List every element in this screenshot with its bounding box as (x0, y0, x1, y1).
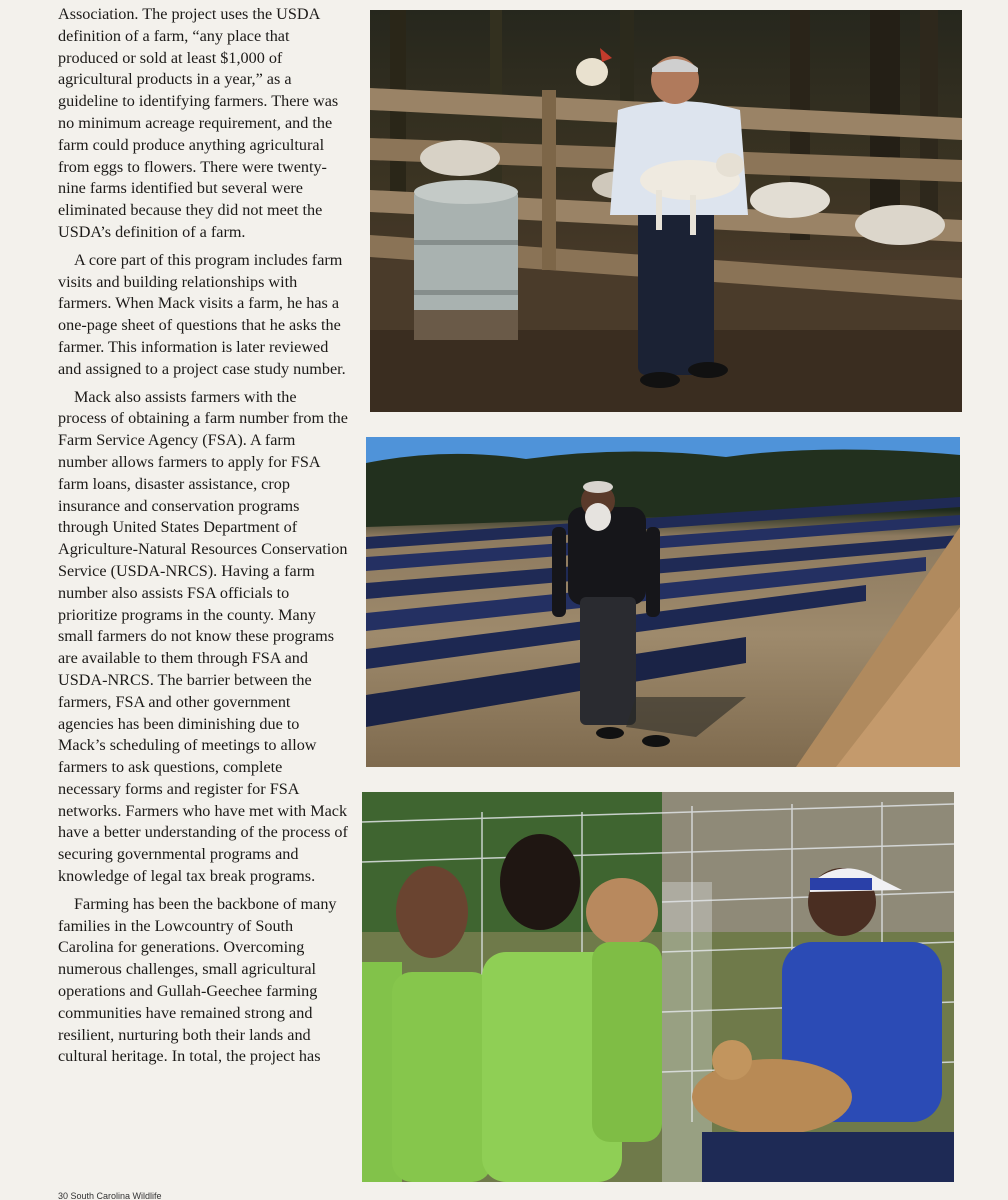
photo-man-holding-goat (370, 10, 962, 412)
article-paragraph-1: Association. The project uses the USDA definition of a farm, “any place that produced or sold at least $1,000 of agricultural products in a year,” as a guideline to identifying farmers. There was no minimum acreage requirement, and the farm could produce anything agricultural from eggs to flowers. There were twenty-nine farms identified but several were eliminated because they did not meet the USDA’s definition of a farm. (58, 5, 339, 241)
article-paragraph-3: Mack also assists farmers with the process of obtaining a farm number from the Farm Service Agency (FSA). A farm number allows farmers to apply for FSA farm loans, disaster assistance, crop insurance and conservation programs through United States Department of Agriculture-Natural Resources Conservation Service (USDA-NRCS). Having a farm number also assists FSA officials to prioritize programs in the county. Many small farmers do not know these programs are available to them through FSA and USDA-NRCS. The barrier between the farmers, FSA and other government agencies has been diminishing due to Mack’s scheduling of meetings to allow farmers to ask questions, complete necessary forms and register for FSA networks. Farmers who have met with Mack have a better understanding of the process of securing governmental programs and knowledge of legal tax break programs. (58, 387, 348, 886)
article-text-column (58, 4, 348, 1068)
page-footer: 30 South Carolina Wildlife (58, 1192, 162, 1200)
photo-farmer-in-field (366, 437, 960, 767)
photo-children-with-goat (362, 792, 954, 1182)
article-paragraph-4: Farming has been the backbone of many families in the Lowcountry of South Carolina for generations. Overcoming numerous challenges, small agricultural operations and Gullah-Geechee farming communities have remained strong and resilient, nurturing both their lands and cultural heritage. In total, the project has (58, 894, 337, 1066)
article-paragraph-2: A core part of this program includes farm visits and building relationships with farmers. When Mack visits a farm, he has a one-page sheet of questions that he asks the farmer. This information is later reviewed and assigned to a project case study number. (58, 250, 346, 378)
